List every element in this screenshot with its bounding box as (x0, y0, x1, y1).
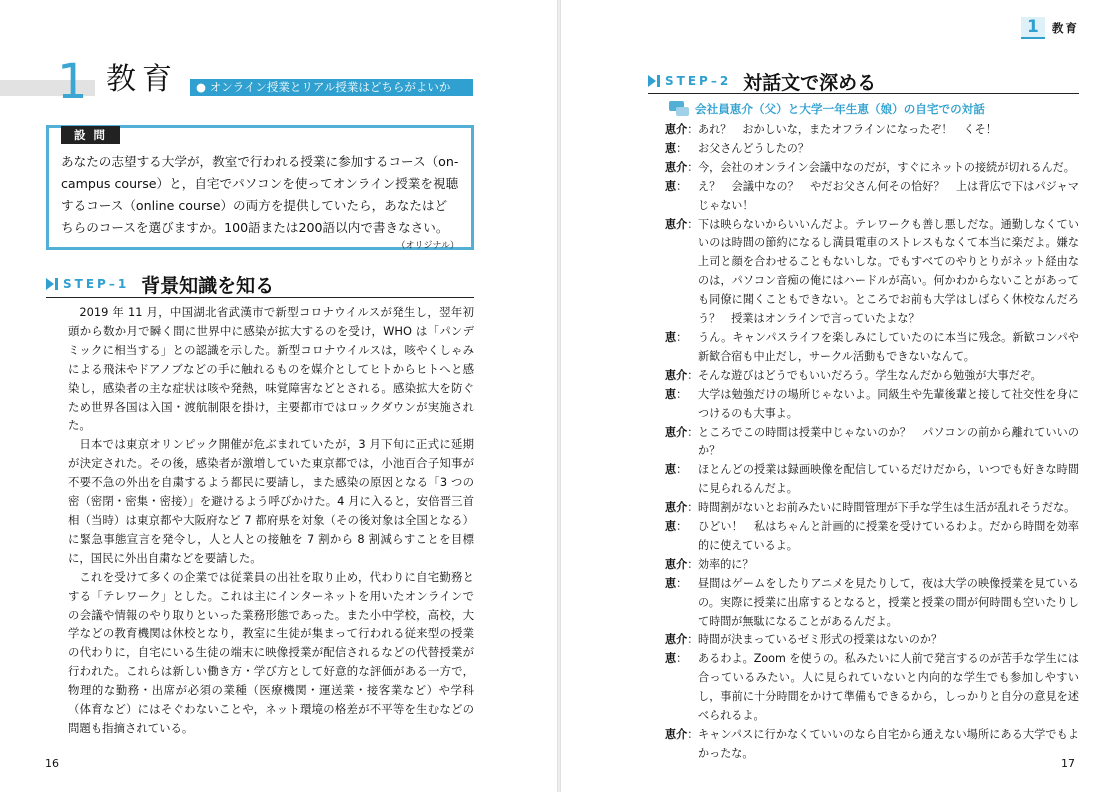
page-number-left: 16 (45, 757, 59, 770)
speaker-name: 恵介 ： (665, 216, 698, 329)
speech-text: 時間割がないとお前みたいに時間管理が下手な学生は生活が乱れそうだな。 (698, 501, 1076, 515)
paragraph: 日本では東京オリンピック開催が危ぶまれていたが，3 月下旬に正式に延期が決定された。その後，感染者が激増していた東京都では，小池百合子知事が不要不急の外出を自粛するよう都民に要請し，また感染の原因となる「3 つの密（密閉・密集・密接）」を避けるよう呼びかけた。4 月に入ると，安倍晋三首相（当時）は東京都や大阪府など 7 都府県を対象（その後対象は全国となる）に緊急事態宣言を発令し，人と人との接触を 7 割から 8 割減らすことを目標に，国民に外出自粛などを要請した。 (68, 437, 474, 565)
question-source: （オリジナル） (396, 241, 459, 251)
paragraph: これを受けて多くの企業では従業員の出社を取り止め，代わりに自宅勤務とする「テレワーク」とした。これは主にインターネットを用いたオンラインでの会議や情報のやり取りといった業務形態であった。また小中学校，高校，大学などの教育機関は休校となり，教室に生徒が集まって行われる従来型の授業の代わりに，自宅にいる生徒の端末に映像授業が配信されるなどの代替授業が行われた。これらは新しい働き方・学び方として好意的な評価がある一方で，物理的な勤務・出席が必須の業種（医療機関・運送業・接客業など）や学科（体育など）にはそぐわないことや，ネット環境の格差が不平等を生むなどの問題も指摘されている。 (68, 569, 474, 735)
step-arrow-icon (46, 278, 54, 290)
chapter-title: 教育 (106, 62, 178, 97)
dialog-line (665, 650, 1079, 726)
speaker-name: 恵介 ： (665, 726, 698, 764)
question-text: あなたの志望する大学が，教室で行われる授業に参加するコース（on-campus course）と，自宅でパソコンを使ってオンライン授業を視聴するコース（online course）の両方を提供していたら，あなたはどちらのコースを選びますか。100語または200語以内で書きなさい。 (61, 154, 459, 235)
step1-label: STEP–1 (63, 277, 130, 291)
speech-text: 時間が決まっているゼミ形式の授業はないのか？ (698, 633, 943, 647)
paragraph: 2019 年 11 月，中国湖北省武漢市で新型コロナウイルスが発生し，翌年初頭から数か月で瞬く間に世界中に感染が拡大するのを受け，WHO は「パンデミックに相当する」との認識を示した。新型コロナウイルスは，咳やくしゃみによる飛沫やドアノブなどの手に触れるものを媒介としてヒトからヒトへと感染し，感染者の主な症状は咳や発熱，味覚障害などとされる。感染拡大を防ぐため世界各国は入国・渡航制限を掛け，主要都市ではロックダウンが実施された。 (68, 305, 474, 433)
dialog-line (665, 424, 1079, 462)
background-text (68, 303, 474, 738)
speech-text: ひどい！ 私はちゃんと計画的に授業を受けているわよ。だから時間を効率的に使えているよ。 (698, 520, 1079, 552)
dialog-line (665, 121, 1079, 140)
step2-heading (648, 67, 876, 95)
speech-text: お父さんどうしたの？ (698, 141, 809, 155)
speaker-name: 恵 ： (665, 575, 698, 632)
step2-title: 対話文で深める (743, 71, 877, 94)
step1-title: 背景知識を知る (141, 274, 275, 297)
speaker-name: 恵 ： (665, 140, 698, 159)
dialog-line (665, 159, 1079, 178)
speech-text: 今，会社のオンライン会議中なのだが，すぐにネットの接続が切れるんだ。 (698, 160, 1075, 174)
dialog-heading (669, 101, 985, 117)
speech-text: ところでこの時間は授業中じゃないのか？ パソコンの前から離れていいのか？ (698, 425, 1079, 458)
speaker-name: 恵 ： (665, 518, 698, 556)
step2-label: STEP–2 (665, 74, 732, 88)
chapter-number: 1 (57, 54, 88, 110)
speaker-name: 恵 ： (665, 178, 698, 216)
dialog-line (665, 499, 1079, 518)
speech-text: うん。キャンパスライフを楽しみにしていたのに本当に残念。新歓コンパや新歓合宿も中止だし，サークル活動もできないなんて。 (698, 330, 1079, 363)
dialog-line (665, 178, 1079, 216)
speech-text: 下は映らないからいいんだよ。テレワークも善し悪しだな。通勤しなくていいのは時間の節約になるし満員電車のストレスもなくて本当に楽だよ。嫌な上司と顔を合わせることもないしな。でもすべてのやりとりがネット経由なのは，パソコン音痴の俺にはハードルが高い。何かわからないことがあっても同僚に聞くこともできない。ところでお前も大学はしばらく休校なんだろう？ 授業はオンラインで言っていたよな？ (698, 217, 1079, 326)
step1-heading (46, 270, 274, 298)
dialog-line (665, 140, 1079, 159)
right-page (561, 0, 1120, 792)
dialog-line (665, 216, 1079, 329)
speaker-name: 恵介 ： (665, 499, 698, 518)
speaker-name: 恵 ： (665, 650, 698, 726)
speaker-name: 恵介 ： (665, 367, 698, 386)
dialog-line (665, 575, 1079, 632)
speech-text: 効率的に？ (698, 557, 754, 571)
step-bar-icon (657, 75, 660, 87)
dialog-line (665, 726, 1079, 764)
step-bar-icon (55, 278, 58, 290)
speaker-name: 恵 ： (665, 386, 698, 424)
speech-text: キャンパスに行かなくていいのなら自宅から通えない場所にある大学でもよかったな。 (698, 728, 1079, 760)
speech-text: 昼間はゲームをしたりアニメを見たりして，夜は大学の映像授業を見ているの。実際に授業に出席するとなると，授業と授業の間が何時間も空いたりして時間が無駄になることがあるんだよ。 (698, 576, 1079, 628)
step2-underline (648, 93, 1079, 94)
speech-text: そんな遊びはどうでもいいだろう。学生なんだから勉強が大事だぞ。 (698, 368, 1042, 382)
speech-text: あるわよ。Zoom を使うの。私みたいに人前で発言するのが苦手な学生には合っているみたい。人に見られていないと内向的な学生でも参加しやすいし，事前に十分時間をかけて準備もできるから，しっかりと自分の意見を述べられるよ。 (698, 652, 1079, 723)
speaker-name: 恵介 ： (665, 121, 698, 140)
running-head-number: 1 (1021, 17, 1045, 39)
page-number-right: 17 (1061, 757, 1075, 770)
speaker-name: 恵 ： (665, 461, 698, 499)
speaker-name: 恵介 ： (665, 631, 698, 650)
running-head (1021, 17, 1079, 39)
dialog-line (665, 461, 1079, 499)
speech-text: 大学は勉強だけの場所じゃないよ。同級生や先輩後輩と接して社交性を身につけるのも大事よ。 (698, 387, 1079, 420)
dialog-line (665, 367, 1079, 386)
speech-bubble-icon (669, 101, 691, 117)
speech-text: ほとんどの授業は録画映像を配信しているだけだから，いつでも好きな時間に見られるんだよ。 (698, 463, 1079, 496)
speech-text: あれ？ おかしいな，またオフラインになったぞ！ くそ！ (698, 123, 997, 136)
speaker-name: 恵 ： (665, 329, 698, 367)
step-arrow-icon (648, 75, 656, 87)
dialog-title: 会社員恵介（父）と大学一年生恵（娘）の自宅での対話 (695, 102, 985, 116)
dialog-line (665, 329, 1079, 367)
question-box (46, 125, 474, 250)
chapter-subtitle: ● オンライン授業とリアル授業はどちらがよいか (190, 79, 473, 96)
dialog (665, 121, 1079, 764)
question-label: 設 問 (61, 126, 120, 144)
speaker-name: 恵介 ： (665, 556, 698, 575)
dialog-line (665, 386, 1079, 424)
dialog-line (665, 631, 1079, 650)
speech-text: え？ 会議中なの？ やだお父さん何その恰好？ 上は背広で下はパジャマじゃない！ (698, 179, 1079, 212)
dialog-line (665, 518, 1079, 556)
dialog-line (665, 556, 1079, 575)
left-page (0, 0, 558, 792)
running-head-title: 教育 (1051, 21, 1079, 35)
step1-underline (46, 297, 474, 298)
speaker-name: 恵介 ： (665, 159, 698, 178)
speaker-name: 恵介 ： (665, 424, 698, 462)
